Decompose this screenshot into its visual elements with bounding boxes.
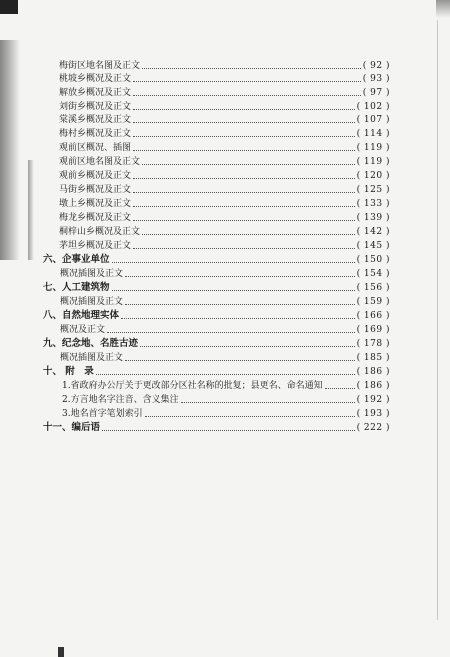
toc-entry: [59, 113, 390, 127]
toc-entry: [59, 169, 390, 183]
toc-section-label: 十、 附 录: [43, 366, 94, 377]
toc-entry-label: 茅坦乡概况及正文: [59, 241, 132, 251]
toc-entry-page: ( 93 ): [362, 74, 390, 84]
toc-entry: [59, 225, 390, 239]
toc-entry: [59, 211, 390, 225]
toc-leader-dots: [133, 81, 361, 82]
toc-entry: [62, 379, 390, 393]
toc-section-label: 七、人工建筑物: [43, 282, 110, 293]
toc-leader-dots: [133, 206, 355, 207]
toc-entry: [59, 197, 390, 211]
toc-leader-dots: [181, 402, 355, 403]
toc-entry-label: 概况插图及正文: [60, 353, 124, 363]
toc-entry: [60, 323, 390, 337]
toc-entry: [59, 127, 390, 141]
toc-section-heading: [43, 365, 390, 379]
toc-entry-page: ( 193 ): [356, 409, 390, 419]
toc-entry: [59, 59, 390, 73]
toc-leader-dots: [133, 150, 355, 151]
toc-entry-label: 1.省政府办公厅关于更改部分区社名称的批复；县更名、命名通知: [62, 381, 323, 391]
toc-leader-dots: [125, 360, 355, 361]
toc-entry-page: ( 125 ): [356, 185, 390, 195]
toc-entry-page: ( 186 ): [356, 367, 390, 377]
toc-entry-label: 墩上乡概况及正文: [59, 199, 132, 209]
toc-entry: [60, 351, 390, 365]
toc-entry-label: 梅龙乡概况及正文: [59, 213, 132, 223]
toc-leader-dots: [96, 374, 355, 375]
toc-entry-page: ( 102 ): [356, 102, 390, 112]
toc-entry-page: ( 120 ): [356, 171, 390, 181]
toc-section-heading: [43, 337, 390, 351]
toc-section-heading: [43, 253, 390, 267]
toc-entry-page: ( 178 ): [356, 339, 390, 349]
toc-entry-label: 桃坡乡概况及正文: [59, 74, 132, 84]
toc-entry-page: ( 222 ): [356, 423, 390, 433]
toc-entry: [60, 295, 390, 309]
toc-leader-dots: [133, 248, 355, 249]
toc-entry-page: ( 186 ): [356, 381, 390, 391]
toc-leader-dots: [133, 220, 355, 221]
toc-entry-label: 梅村乡概况及正文: [59, 129, 132, 139]
toc-entry-page: ( 150 ): [356, 255, 390, 265]
toc-entry: [59, 100, 390, 114]
toc-leader-dots: [133, 95, 361, 96]
toc-entry-page: ( 169 ): [356, 325, 390, 335]
toc-leader-dots: [133, 136, 355, 137]
toc-entry-label: 2.方言地名字注音、含义集注: [62, 395, 179, 405]
toc-section-label: 九、纪念地、名胜古迹: [43, 338, 139, 349]
toc-section-label: 十一、编后语: [43, 422, 101, 433]
toc-entry: [59, 155, 390, 169]
toc-leader-dots: [325, 388, 355, 389]
toc-entry-label: 概况插图及正文: [60, 297, 124, 307]
toc-leader-dots: [142, 234, 355, 235]
toc-leader-dots: [142, 68, 361, 69]
toc-entry-label: 概况插图及正文: [60, 269, 124, 279]
toc-entry-page: ( 139 ): [356, 213, 390, 223]
toc-entry-page: ( 107 ): [356, 115, 390, 125]
toc-section-heading: [43, 421, 390, 435]
toc-entry: [62, 407, 390, 421]
toc-entry-page: ( 159 ): [356, 297, 390, 307]
toc-entry-page: ( 119 ): [356, 157, 390, 167]
toc-entry: [62, 393, 390, 407]
toc-entry-label: 解放乡概况及正文: [59, 88, 132, 98]
toc-entry: [59, 183, 390, 197]
toc-entry: [59, 141, 390, 155]
toc-leader-dots: [133, 122, 355, 123]
toc-entry-page: ( 145 ): [356, 241, 390, 251]
toc-section-heading: [43, 309, 390, 323]
toc-leader-dots: [145, 416, 355, 417]
toc-entry: [59, 72, 390, 86]
toc-entry-page: ( 156 ): [356, 283, 390, 293]
toc-entry-page: ( 133 ): [356, 199, 390, 209]
toc-entry-label: 桐梓山乡概况及正文: [59, 227, 141, 237]
toc-section-heading: [43, 281, 390, 295]
toc-entry-page: ( 119 ): [356, 143, 390, 153]
toc-entry-page: ( 166 ): [356, 311, 390, 321]
toc-entry-label: 观前乡概况及正文: [59, 171, 132, 181]
toc-entry: [60, 267, 390, 281]
toc-entry-label: 3.地名首字笔划索引: [62, 409, 143, 419]
toc-entry-label: 梅街区地名图及正文: [59, 61, 141, 71]
toc-leader-dots: [133, 178, 355, 179]
toc-leader-dots: [142, 164, 355, 165]
toc-section-label: 八、自然地理实体: [43, 310, 120, 321]
toc-entry: [59, 239, 390, 253]
toc-entry-label: 刘街乡概况及正文: [59, 102, 132, 112]
toc-entry-page: ( 192 ): [356, 395, 390, 405]
toc-entry-label: 棠溪乡概况及正文: [59, 115, 132, 125]
toc-leader-dots: [133, 192, 355, 193]
toc-leader-dots: [112, 262, 355, 263]
toc-leader-dots: [133, 109, 355, 110]
toc-leader-dots: [102, 430, 355, 431]
toc-leader-dots: [112, 290, 355, 291]
toc-entry-page: ( 142 ): [356, 227, 390, 237]
toc-leader-dots: [107, 332, 355, 333]
toc-entry-page: ( 92 ): [362, 61, 390, 71]
toc-entry: [59, 86, 390, 100]
toc-section-label: 六、企事业单位: [43, 254, 110, 265]
toc-entry-page: ( 185 ): [356, 353, 390, 363]
toc-leader-dots: [140, 346, 355, 347]
toc-entry-label: 马街乡概况及正文: [59, 185, 132, 195]
toc-entry-page: ( 154 ): [356, 269, 390, 279]
toc-entry-label: 观前区地名图及正文: [59, 157, 141, 167]
toc-leader-dots: [125, 276, 355, 277]
toc-leader-dots: [121, 318, 355, 319]
toc-leader-dots: [125, 304, 355, 305]
toc-entry-page: ( 97 ): [362, 88, 390, 98]
toc-entry-label: 概况及正文: [60, 325, 106, 335]
toc-entry-page: ( 114 ): [356, 129, 390, 139]
toc-entry-label: 观前区概况、插图: [59, 143, 132, 153]
